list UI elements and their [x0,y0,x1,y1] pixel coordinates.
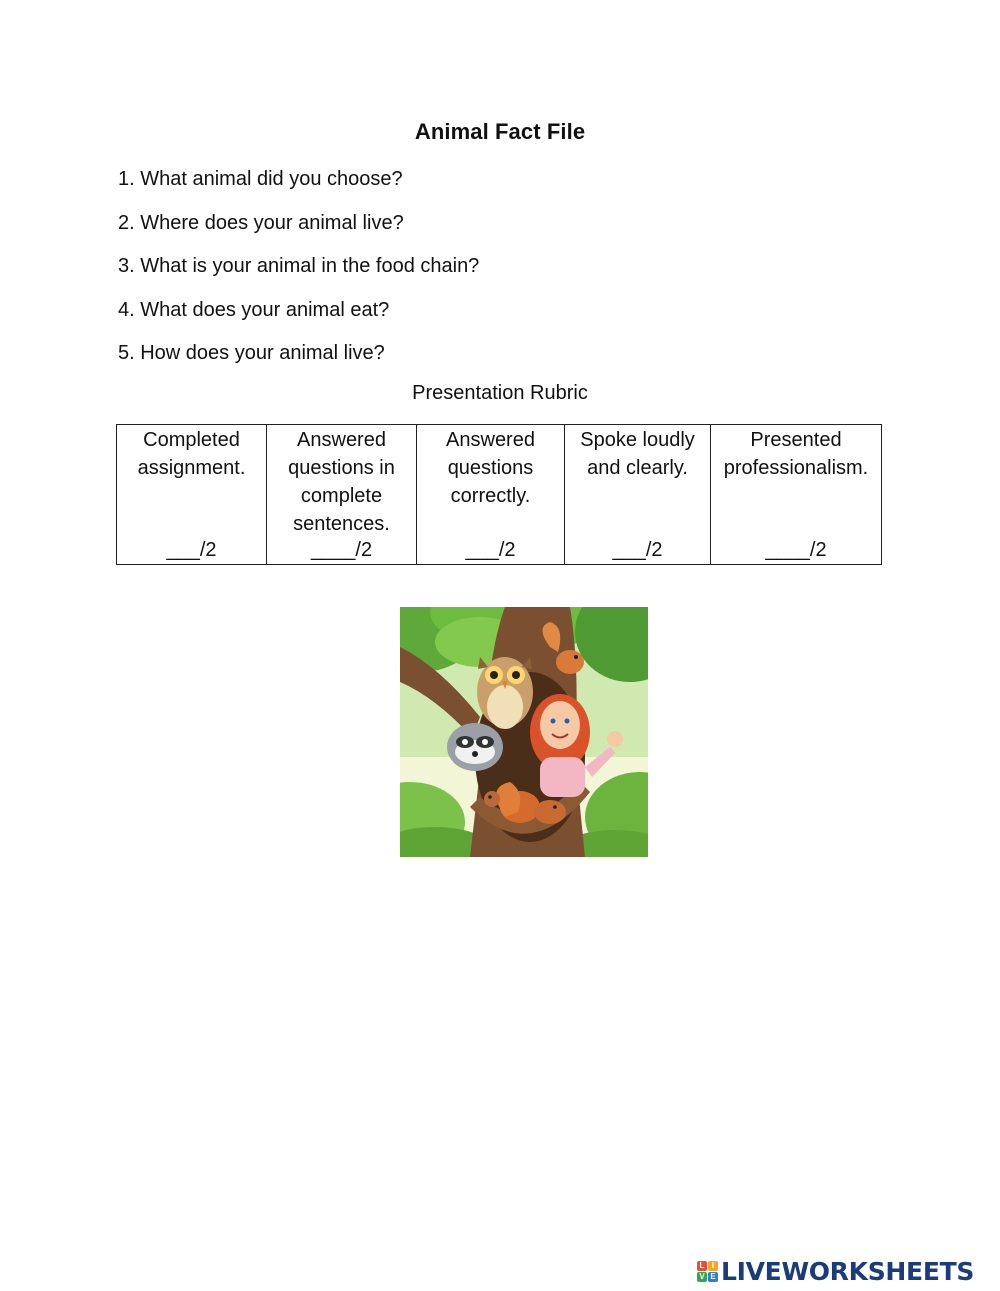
rubric-score-field: ___/2 [612,539,663,561]
logo-letter: L [697,1261,707,1271]
rubric-criterion-label: Presented professionalism. [723,429,869,479]
rubric-score-field: ___/2 [465,539,516,561]
rubric-criterion-label: Completed assignment. [137,429,246,479]
rubric-cell-completed [117,425,267,565]
logo-text: LIVEWORKSHEETS [721,1256,975,1286]
question-1: 1. What animal did you choose? [118,168,403,190]
rubric-title: Presentation Rubric [412,382,588,404]
rubric-table [116,424,882,565]
rubric-score-field: ____/2 [310,539,373,561]
logo-letter: I [708,1261,718,1271]
question-4: 4. What does your animal eat? [118,298,390,321]
liveworksheets-logo [697,1256,974,1286]
rubric-criterion-label: Spoke loudly and clearly. [580,429,695,479]
rubric-criterion-label: Answered questions correctly. [446,429,535,507]
question-list [118,165,479,383]
question-2: 2. Where does your animal live? [118,211,404,234]
rubric-criterion-label: Answered questions in complete sentences. [288,429,395,535]
question-5: 5. How does your animal live? [118,342,385,364]
rubric-cell-spoke [565,425,711,565]
forest-animals-illustration [400,607,648,857]
rubric-row [117,425,882,565]
rubric-cell-sentences [267,425,417,565]
question-3: 3. What is your animal in the food chain? [118,255,480,277]
rubric-score-field: ____/2 [765,539,827,561]
rubric-cell-correct [417,425,565,565]
rubric-cell-professional [711,425,882,565]
worksheet-title: Animal Fact File [414,119,586,144]
logo-letter: E [708,1272,718,1282]
logo-letter: V [697,1272,707,1282]
rubric-score-field: ___/2 [166,539,217,561]
tree-scene-image [400,607,648,857]
logo-mark-icon [697,1261,718,1282]
